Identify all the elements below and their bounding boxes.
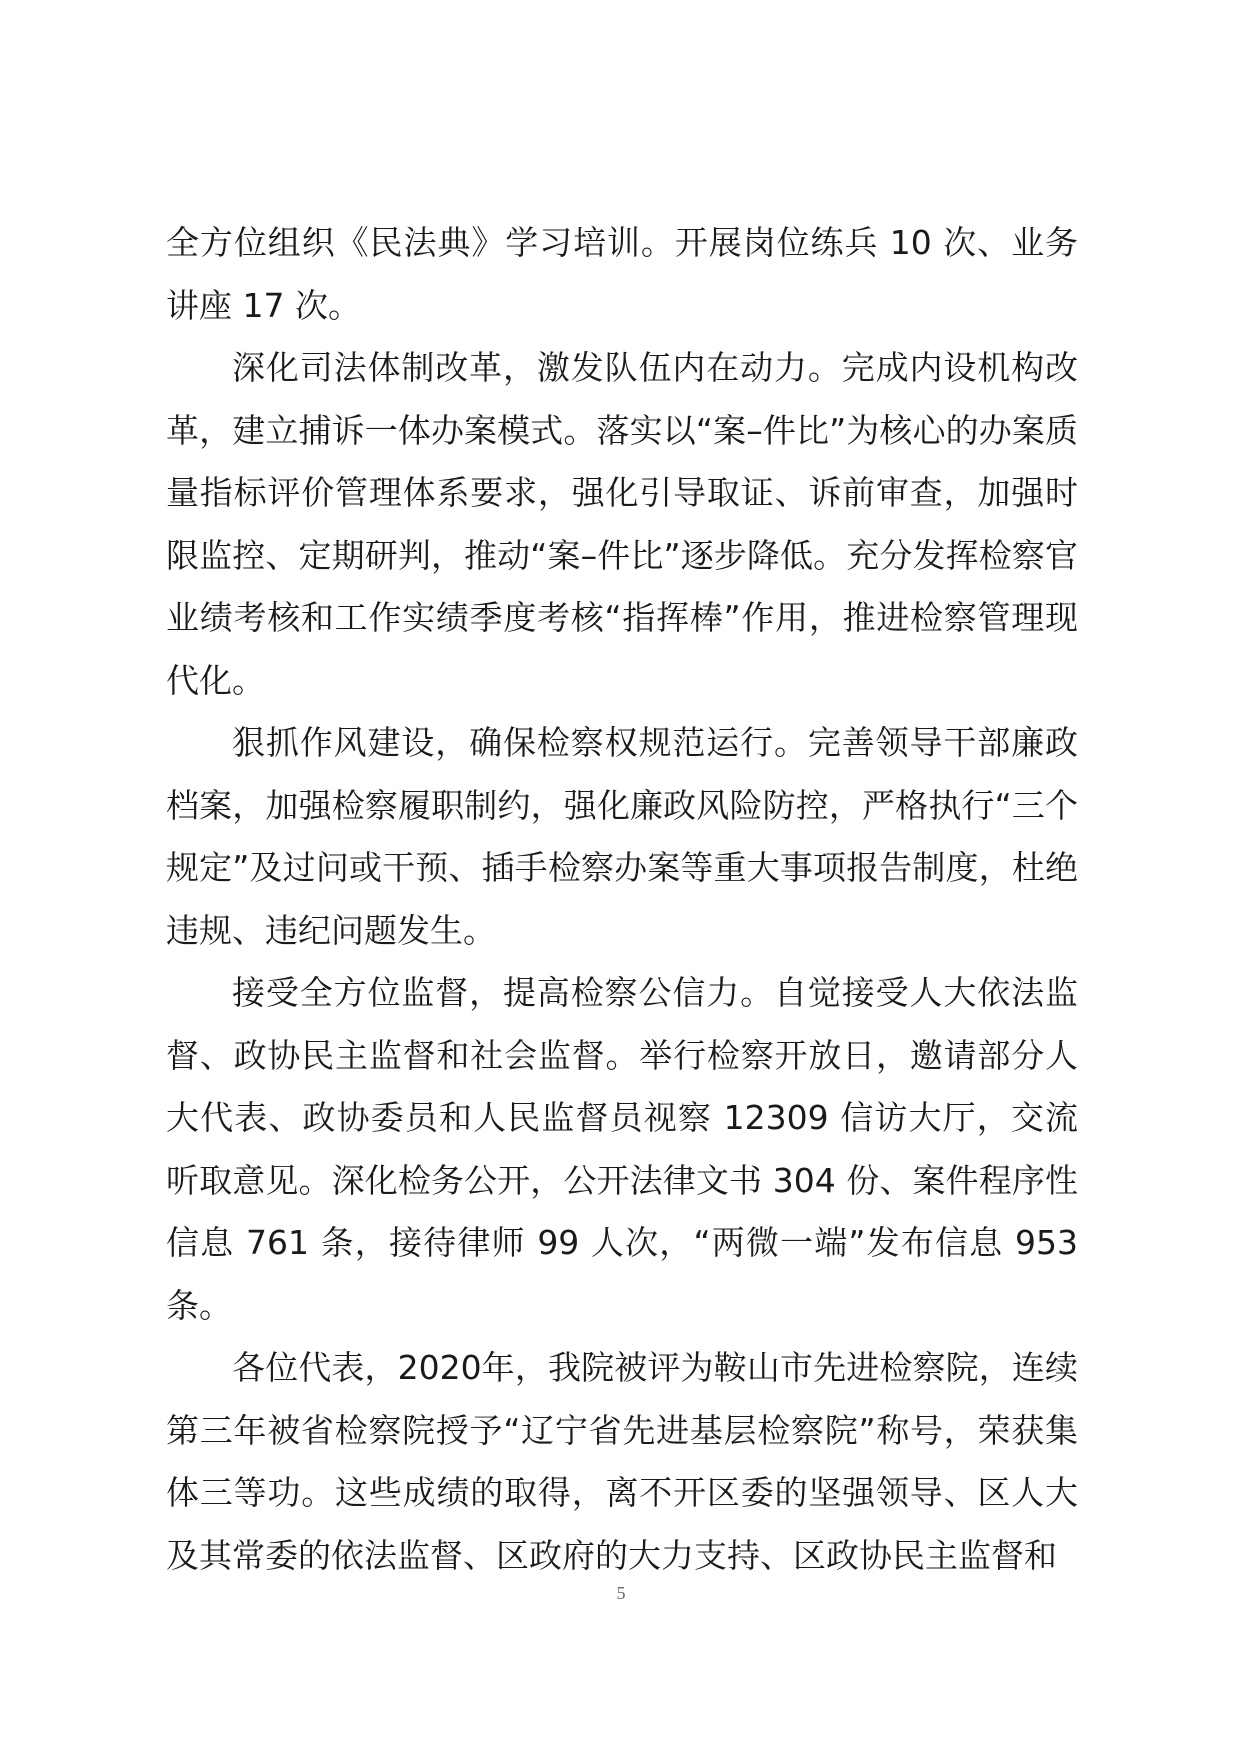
body-text xyxy=(166,212,1078,1587)
paragraph-5: 各位代表，2020年，我院被评为鞍山市先进检察院，连续第三年被省检察院授予“辽宁省先进基层检察院”称号，荣获集体三等功。这些成绩的取得，离不开区委的坚强领导、区人大及其常委的依法监督、区政府的大力支持、区政协民主监督和 xyxy=(166,1348,1078,1575)
paragraph-1: 全方位组织《民法典》学习培训。开展岗位练兵 10 次、业务讲座 17 次。 xyxy=(166,223,1078,325)
paragraph-3: 狠抓作风建设，确保检察权规范运行。完善领导干部廉政档案，加强检察履职制约，强化廉政风险防控，严格执行“三个规定”及过问或干预、插手检察办案等重大事项报告制度，杜绝违规、违纪问题发生。 xyxy=(166,723,1078,950)
paragraph-4: 接受全方位监督，提高检察公信力。自觉接受人大依法监督、政协民主监督和社会监督。举行检察开放日，邀请部分人大代表、政协委员和人民监督员视察 12309 信访大厅，交流听取意见。深化检务公开，公开法律文书 304 份、案件程序性信息 761 条，接待律师 99 人次，“两微一端”发布信息 953 条。 xyxy=(166,973,1078,1325)
paragraph-2: 深化司法体制改革，激发队伍内在动力。完成内设机构改革，建立捕诉一体办案模式。落实以“案–件比”为核心的办案质量指标评价管理体系要求，强化引导取证、诉前审查，加强时限监控、定期研判，推动“案–件比”逐步降低。充分发挥检察官业绩考核和工作实绩季度考核“指挥棒”作用，推进检察管理现代化。 xyxy=(166,348,1078,700)
page-number: 5 xyxy=(616,1583,626,1603)
